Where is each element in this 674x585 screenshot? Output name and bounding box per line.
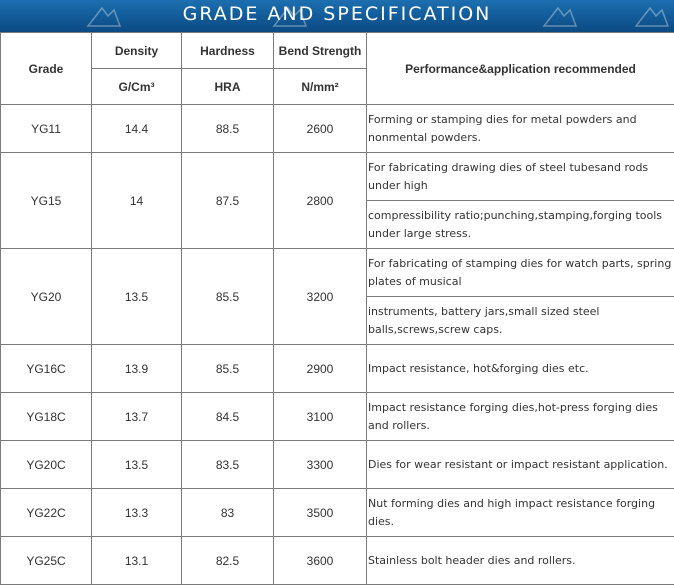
cell-performance: Impact resistance, hot&forging dies etc. [367, 345, 674, 393]
header-bend-strength: Bend Strength [274, 33, 367, 69]
header-performance: Performance&application recommended [367, 33, 674, 105]
cell-grade: YG11 [1, 105, 92, 153]
cell-bend-strength: 2600 [274, 105, 367, 153]
cell-grade: YG22C [1, 489, 92, 537]
cell-performance: Forming or stamping dies for metal powders and nonmental powders. [367, 105, 674, 153]
cell-performance: For fabricating of stamping dies for watch parts, spring plates of musical [367, 249, 674, 297]
cell-bend-strength: 2900 [274, 345, 367, 393]
table-row [1, 489, 674, 537]
table-row [1, 153, 674, 201]
table-row [1, 249, 674, 297]
cell-bend-strength: 3500 [274, 489, 367, 537]
cell-hardness: 85.5 [182, 345, 274, 393]
cell-grade: YG20C [1, 441, 92, 489]
cell-grade: YG16C [1, 345, 92, 393]
cell-density: 13.1 [92, 537, 182, 585]
cell-hardness: 83 [182, 489, 274, 537]
unit-density: G/Cm³ [92, 69, 182, 105]
header-density: Density [92, 33, 182, 69]
cell-hardness: 87.5 [182, 153, 274, 249]
cell-hardness: 85.5 [182, 249, 274, 345]
cell-hardness: 82.5 [182, 537, 274, 585]
header-grade: Grade [1, 33, 92, 105]
page-title: GRADE AND SPECIFICATION [0, 3, 674, 25]
cell-performance: Nut forming dies and high impact resistance forging dies. [367, 489, 674, 537]
cell-density: 14 [92, 153, 182, 249]
cell-grade: YG18C [1, 393, 92, 441]
cell-performance: For fabricating drawing dies of steel tubesand rods under high [367, 153, 674, 201]
cell-grade: YG15 [1, 153, 92, 249]
specification-table [0, 32, 674, 585]
cell-hardness: 83.5 [182, 441, 274, 489]
unit-hardness: HRA [182, 69, 274, 105]
cell-grade: YG25C [1, 537, 92, 585]
table-row [1, 393, 674, 441]
cell-density: 13.5 [92, 441, 182, 489]
section-banner [0, 0, 674, 32]
cell-performance: compressibility ratio;punching,stamping,forging tools under large stress. [367, 201, 674, 249]
cell-density: 13.3 [92, 489, 182, 537]
cell-performance: Stainless bolt header dies and rollers. [367, 537, 674, 585]
cell-density: 14.4 [92, 105, 182, 153]
cell-performance: Dies for wear resistant or impact resistant application. [367, 441, 674, 489]
cell-performance: Impact resistance forging dies,hot-press forging dies and rollers. [367, 393, 674, 441]
cell-bend-strength: 3200 [274, 249, 367, 345]
cell-bend-strength: 2800 [274, 153, 367, 249]
table-row [1, 345, 674, 393]
table-row [1, 537, 674, 585]
cell-density: 13.5 [92, 249, 182, 345]
table-row [1, 105, 674, 153]
cell-bend-strength: 3100 [274, 393, 367, 441]
unit-bend-strength: N/mm² [274, 69, 367, 105]
cell-density: 13.9 [92, 345, 182, 393]
cell-hardness: 84.5 [182, 393, 274, 441]
cell-performance: instruments, battery jars,small sized steel balls,screws,screw caps. [367, 297, 674, 345]
table-header-row [1, 33, 674, 69]
cell-density: 13.7 [92, 393, 182, 441]
cell-hardness: 88.5 [182, 105, 274, 153]
cell-grade: YG20 [1, 249, 92, 345]
cell-bend-strength: 3600 [274, 537, 367, 585]
cell-bend-strength: 3300 [274, 441, 367, 489]
header-hardness: Hardness [182, 33, 274, 69]
table-row [1, 441, 674, 489]
